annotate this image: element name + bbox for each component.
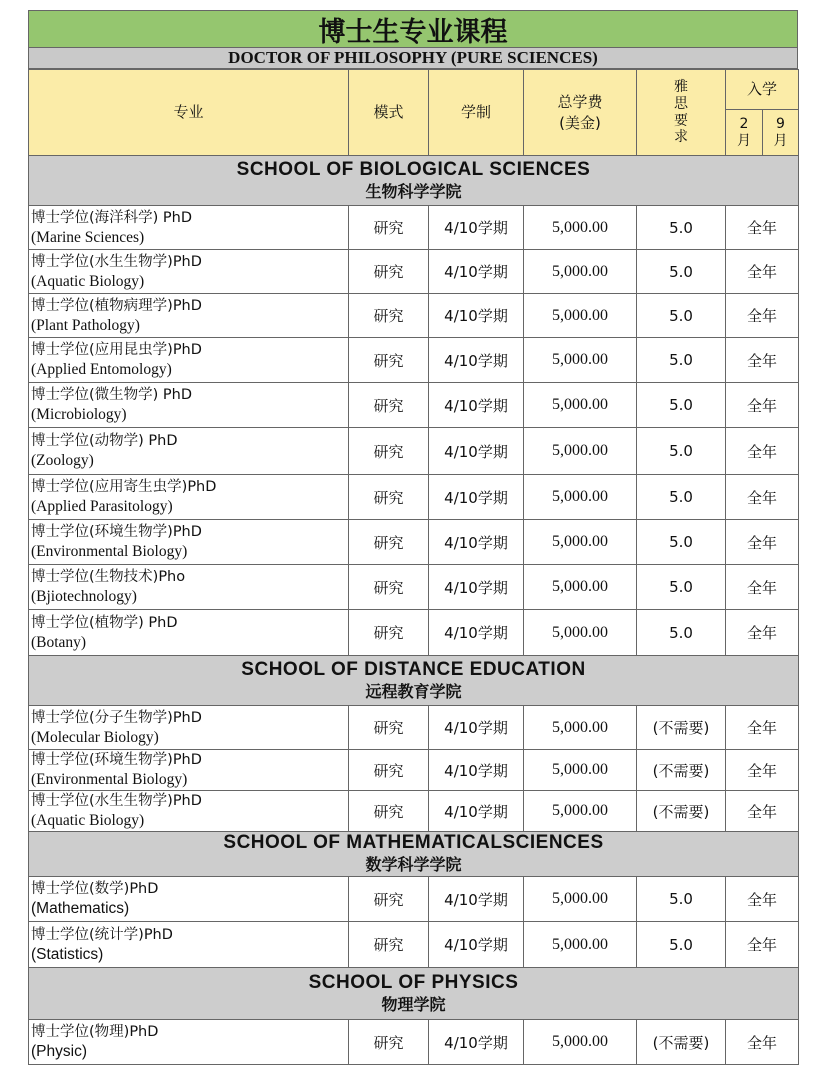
header-ielts-char: 思 xyxy=(674,95,688,112)
program-name-en: (Marine Sciences) xyxy=(31,228,145,246)
program-name-cell xyxy=(29,250,349,294)
header-feb-unit: 月 xyxy=(737,132,751,149)
ielts-cell: 5.0 xyxy=(637,475,726,520)
mode-cell: 研究 xyxy=(349,750,429,791)
fee-cell: 5,000.00 xyxy=(524,1020,637,1065)
program-name-en: (Aquatic Biology) xyxy=(31,272,145,290)
section-title-zh: 远程教育学院 xyxy=(365,681,462,701)
program-name-en: (Physic) xyxy=(31,1043,87,1060)
table-row xyxy=(29,338,799,383)
page-title: 博士生专业课程 xyxy=(28,10,798,48)
program-name-en: (Statistics) xyxy=(31,945,104,963)
mode-cell: 研究 xyxy=(349,520,429,565)
intake-cell: 全年 xyxy=(726,475,799,520)
mode-cell: 研究 xyxy=(349,706,429,750)
header-intake-feb xyxy=(726,110,763,156)
section-title-zh: 生物科学学院 xyxy=(365,181,462,201)
header-fee xyxy=(524,70,637,156)
header-ielts-char: 要 xyxy=(674,112,688,129)
ielts-cell: 5.0 xyxy=(637,338,726,383)
table-row xyxy=(29,922,799,968)
duration-cell: 4/10学期 xyxy=(429,250,524,294)
fee-cell: 5,000.00 xyxy=(524,475,637,520)
ielts-cell: 5.0 xyxy=(637,383,726,428)
header-feb-number: 2 xyxy=(739,115,749,132)
section-title-zh: 物理学院 xyxy=(381,994,446,1014)
program-name-zh: 博士学位(分子生物学)PhD xyxy=(31,709,202,726)
duration-cell: 4/10学期 xyxy=(429,877,524,922)
ielts-cell: 5.0 xyxy=(637,250,726,294)
fee-cell: 5,000.00 xyxy=(524,750,637,791)
program-name-cell xyxy=(29,294,349,338)
ielts-cell: (不需要) xyxy=(637,791,726,832)
fee-cell: 5,000.00 xyxy=(524,706,637,750)
header-sep-unit: 月 xyxy=(773,132,788,149)
table-row xyxy=(29,791,799,832)
page-subtitle: DOCTOR OF PHILOSOPHY (PURE SCIENCES) xyxy=(28,48,798,69)
course-table-body xyxy=(29,156,799,1065)
mode-cell: 研究 xyxy=(349,338,429,383)
duration-cell: 4/10学期 xyxy=(429,520,524,565)
program-name-zh: 博士学位(数学)PhD xyxy=(31,881,159,897)
mode-cell: 研究 xyxy=(349,250,429,294)
program-name-cell xyxy=(29,565,349,610)
intake-cell: 全年 xyxy=(726,1020,799,1065)
mode-cell: 研究 xyxy=(349,475,429,520)
program-name-cell xyxy=(29,520,349,565)
mode-cell: 研究 xyxy=(349,877,429,922)
section-header xyxy=(29,832,799,877)
intake-cell: 全年 xyxy=(726,383,799,428)
section-title-cell xyxy=(29,968,799,1020)
mode-cell: 研究 xyxy=(349,610,429,656)
program-name-en: (Environmental Biology) xyxy=(31,543,188,560)
duration-cell: 4/10学期 xyxy=(429,428,524,475)
duration-cell: 4/10学期 xyxy=(429,565,524,610)
table-row xyxy=(29,610,799,656)
program-name-zh: 博士学位(水生生物学)PhD xyxy=(31,793,202,809)
program-name-cell xyxy=(29,706,349,750)
header-fee-line1: 总学费 xyxy=(557,93,603,112)
fee-cell: 5,000.00 xyxy=(524,250,637,294)
program-name-zh: 博士学位(植物病理学)PhD xyxy=(31,297,202,314)
fee-cell: 5,000.00 xyxy=(524,877,637,922)
program-name-cell xyxy=(29,428,349,475)
table-row xyxy=(29,206,799,250)
course-sheet xyxy=(28,10,798,1065)
table-row xyxy=(29,520,799,565)
header-major: 专业 xyxy=(29,70,349,156)
ielts-cell: 5.0 xyxy=(637,565,726,610)
mode-cell: 研究 xyxy=(349,791,429,832)
duration-cell: 4/10学期 xyxy=(429,610,524,656)
table-row xyxy=(29,877,799,922)
section-title-en: SCHOOL OF DISTANCE EDUCATION xyxy=(241,658,586,680)
intake-cell: 全年 xyxy=(726,206,799,250)
fee-cell: 5,000.00 xyxy=(524,338,637,383)
intake-cell: 全年 xyxy=(726,750,799,791)
header-ielts-char: 求 xyxy=(674,129,688,146)
intake-cell: 全年 xyxy=(726,428,799,475)
section-title-cell xyxy=(29,832,799,877)
fee-cell: 5,000.00 xyxy=(524,428,637,475)
header-duration: 学制 xyxy=(429,70,524,156)
ielts-cell: 5.0 xyxy=(637,877,726,922)
duration-cell: 4/10学期 xyxy=(429,294,524,338)
table-row xyxy=(29,294,799,338)
table-row xyxy=(29,750,799,791)
fee-cell: 5,000.00 xyxy=(524,294,637,338)
ielts-cell: 5.0 xyxy=(637,610,726,656)
table-row xyxy=(29,565,799,610)
program-name-zh: 博士学位(微生物学) PhD xyxy=(31,387,193,403)
ielts-cell: (不需要) xyxy=(637,1020,726,1065)
program-name-cell xyxy=(29,791,349,832)
header-fee-line2: (美金) xyxy=(559,113,601,132)
program-name-cell xyxy=(29,1020,349,1065)
duration-cell: 4/10学期 xyxy=(429,750,524,791)
section-title-cell xyxy=(29,656,799,706)
mode-cell: 研究 xyxy=(349,383,429,428)
fee-cell: 5,000.00 xyxy=(524,206,637,250)
intake-cell: 全年 xyxy=(726,294,799,338)
mode-cell: 研究 xyxy=(349,428,429,475)
mode-cell: 研究 xyxy=(349,206,429,250)
program-name-en: (Microbiology) xyxy=(31,406,127,423)
program-name-zh: 博士学位(应用昆虫学)PhD xyxy=(31,342,202,358)
intake-cell: 全年 xyxy=(726,565,799,610)
program-name-zh: 博士学位(应用寄生虫学)PhD xyxy=(31,479,217,495)
program-name-en: (Environmental Biology) xyxy=(31,771,188,788)
program-name-zh: 博士学位(环境生物学)PhD xyxy=(31,752,202,768)
program-name-cell xyxy=(29,750,349,791)
program-name-en: (Applied Parasitology) xyxy=(31,498,173,515)
mode-cell: 研究 xyxy=(349,1020,429,1065)
program-name-cell xyxy=(29,610,349,656)
intake-cell: 全年 xyxy=(726,877,799,922)
program-name-cell xyxy=(29,475,349,520)
fee-cell: 5,000.00 xyxy=(524,383,637,428)
header-intake: 入学 xyxy=(726,70,799,110)
section-title-en: SCHOOL OF BIOLOGICAL SCIENCES xyxy=(236,158,591,180)
program-name-en: (Zoology) xyxy=(31,452,94,469)
duration-cell: 4/10学期 xyxy=(429,922,524,968)
section-header xyxy=(29,156,799,206)
program-name-cell xyxy=(29,383,349,428)
program-name-zh: 博士学位(环境生物学)PhD xyxy=(31,524,202,540)
ielts-cell: 5.0 xyxy=(637,294,726,338)
header-ielts xyxy=(637,70,726,156)
fee-cell: 5,000.00 xyxy=(524,520,637,565)
course-table xyxy=(28,69,799,1065)
program-name-en: (Plant Pathology) xyxy=(31,316,140,334)
mode-cell: 研究 xyxy=(349,922,429,968)
intake-cell: 全年 xyxy=(726,706,799,750)
fee-cell: 5,000.00 xyxy=(524,922,637,968)
section-title-en: SCHOOL OF MATHEMATICALSCIENCES xyxy=(223,832,604,853)
intake-cell: 全年 xyxy=(726,338,799,383)
table-row xyxy=(29,428,799,475)
program-name-zh: 博士学位(统计学)PhD xyxy=(31,926,173,943)
program-name-cell xyxy=(29,338,349,383)
header-intake-sep xyxy=(763,110,799,156)
duration-cell: 4/10学期 xyxy=(429,338,524,383)
ielts-cell: (不需要) xyxy=(637,706,726,750)
program-name-en: (Mathematics) xyxy=(31,900,130,917)
intake-cell: 全年 xyxy=(726,610,799,656)
ielts-cell: (不需要) xyxy=(637,750,726,791)
program-name-zh: 博士学位(动物学) PhD xyxy=(31,433,178,449)
fee-cell: 5,000.00 xyxy=(524,565,637,610)
program-name-en: (Molecular Biology) xyxy=(31,728,159,746)
duration-cell: 4/10学期 xyxy=(429,383,524,428)
program-name-zh: 博士学位(物理)PhD xyxy=(31,1024,159,1040)
program-name-cell xyxy=(29,877,349,922)
header-sep-number: 9 xyxy=(776,115,785,132)
table-row xyxy=(29,1020,799,1065)
ielts-cell: 5.0 xyxy=(637,428,726,475)
program-name-en: (Aquatic Biology) xyxy=(31,812,145,829)
program-name-zh: 博士学位(水生生物学)PhD xyxy=(31,253,202,270)
program-name-cell xyxy=(29,206,349,250)
section-title-en: SCHOOL OF PHYSICS xyxy=(308,971,519,993)
intake-cell: 全年 xyxy=(726,791,799,832)
section-header xyxy=(29,656,799,706)
program-name-en: (Botany) xyxy=(31,633,87,651)
intake-cell: 全年 xyxy=(726,520,799,565)
intake-cell: 全年 xyxy=(726,250,799,294)
ielts-cell: 5.0 xyxy=(637,520,726,565)
program-name-en: (Applied Entomology) xyxy=(31,361,172,378)
duration-cell: 4/10学期 xyxy=(429,791,524,832)
table-row xyxy=(29,250,799,294)
intake-cell: 全年 xyxy=(726,922,799,968)
fee-cell: 5,000.00 xyxy=(524,791,637,832)
ielts-cell: 5.0 xyxy=(637,922,726,968)
program-name-zh: 博士学位(海洋科学) PhD xyxy=(31,209,193,226)
mode-cell: 研究 xyxy=(349,294,429,338)
ielts-cell: 5.0 xyxy=(637,206,726,250)
duration-cell: 4/10学期 xyxy=(429,206,524,250)
table-row xyxy=(29,383,799,428)
section-header xyxy=(29,968,799,1020)
section-title-cell xyxy=(29,156,799,206)
program-name-en: (Bjiotechnology) xyxy=(31,588,137,605)
fee-cell: 5,000.00 xyxy=(524,610,637,656)
header-ielts-char: 雅 xyxy=(674,78,688,95)
program-name-zh: 博士学位(生物技术)Pho xyxy=(31,569,186,585)
program-name-cell xyxy=(29,922,349,968)
header-mode: 模式 xyxy=(349,70,429,156)
section-title-zh: 数学科学学院 xyxy=(365,855,462,874)
duration-cell: 4/10学期 xyxy=(429,706,524,750)
duration-cell: 4/10学期 xyxy=(429,475,524,520)
duration-cell: 4/10学期 xyxy=(429,1020,524,1065)
mode-cell: 研究 xyxy=(349,565,429,610)
program-name-zh: 博士学位(植物学) PhD xyxy=(31,614,178,631)
table-row xyxy=(29,475,799,520)
table-row xyxy=(29,706,799,750)
